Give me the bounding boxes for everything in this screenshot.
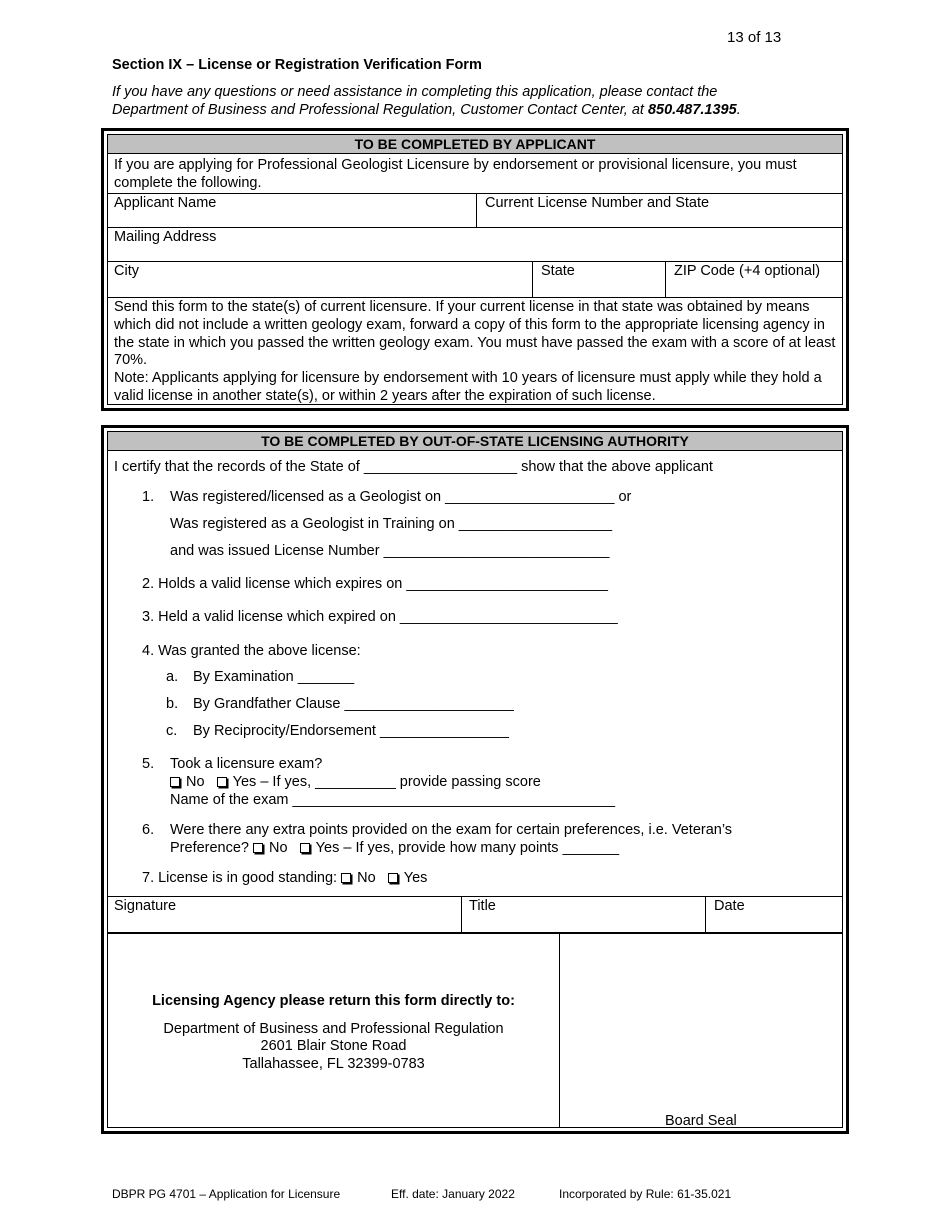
item4-granted: 4. Was granted the above license:: [142, 643, 361, 659]
checkbox-icon[interactable]: [253, 843, 263, 853]
mailing-address-field[interactable]: [108, 228, 842, 261]
footer-eff-date: Eff. date: January 2022: [391, 1187, 515, 1201]
signature-label: Signature: [114, 898, 177, 914]
applicant-table: [107, 134, 843, 405]
state-label: State: [541, 263, 575, 279]
item6-yes-label: Yes – If yes, provide how many points _______: [315, 840, 620, 856]
item1-number: 1.: [142, 489, 155, 505]
item6-number: 6.: [142, 822, 155, 838]
applicant-section: [101, 128, 849, 411]
title-label: Title: [469, 898, 496, 914]
applicant-intro: If you are applying for Professional Geologist Licensure by endorsement or provisional licensure, you must complete the following.: [114, 157, 797, 191]
item7-good-standing: [142, 870, 427, 886]
mailing-address-label: Mailing Address: [114, 229, 217, 245]
city-label: City: [114, 263, 139, 279]
item5-number: 5.: [142, 756, 155, 772]
checkbox-icon[interactable]: [217, 777, 227, 787]
item3-expired-license: 3. Held a valid license which expired on ___________________________: [142, 609, 618, 625]
footer-form-id: DBPR PG 4701 – Application for Licensure: [112, 1187, 341, 1201]
footer-rule: Incorporated by Rule: 61-35.021: [559, 1187, 732, 1201]
item5-exam-question: Took a licensure exam?: [170, 756, 323, 772]
item4a-examination: By Examination _______: [193, 669, 355, 685]
return-heading: Licensing Agency please return this form directly to:: [152, 993, 515, 1009]
item5-options: [170, 774, 541, 790]
applicant-note: Note: Applicants applying for licensure by endorsement with 10 years of licensure must apply while they hold a valid license in another state(s), or within 2 years after the expiration of such license.: [114, 370, 822, 404]
current-license-field[interactable]: [477, 194, 842, 227]
item4b-letter: b.: [166, 696, 179, 712]
item4a-letter: a.: [166, 669, 179, 685]
item4b-grandfather: By Grandfather Clause _____________________: [193, 696, 514, 712]
item6-options: [170, 840, 619, 856]
authority-table: [107, 431, 843, 1128]
item6-extra-points: Were there any extra points provided on the exam for certain preferences, i.e. Veteran’s: [170, 822, 733, 838]
authority-section: [101, 425, 849, 1134]
intro-line-2-text: Department of Business and Professional Regulation, Customer Contact Center, at: [112, 101, 648, 118]
intro-line-2: [112, 102, 832, 120]
board-seal-label: Board Seal: [665, 1113, 737, 1129]
item4c-letter: c.: [166, 723, 178, 739]
checkbox-icon[interactable]: [170, 777, 180, 787]
date-field[interactable]: [706, 897, 842, 932]
item7-yes-label: Yes: [403, 870, 428, 886]
intro-line-1: If you have any questions or need assistance in completing this application, please contact the: [112, 84, 718, 100]
date-label: Date: [714, 898, 745, 914]
return-address-line-1: Department of Business and Professional Regulation: [163, 1021, 504, 1037]
intro-line-2-suffix: .: [736, 101, 741, 118]
checkbox-icon[interactable]: [341, 873, 351, 883]
item6-preference-label: Preference?: [170, 840, 249, 856]
item1-git-line: Was registered as a Geologist in Training on ___________________: [170, 516, 613, 532]
section-title: Section IX – License or Registration Verification Form: [112, 57, 482, 73]
title-field[interactable]: [462, 897, 704, 932]
applicant-name-label: Applicant Name: [114, 195, 217, 211]
item4c-reciprocity: By Reciprocity/Endorsement ________________: [193, 723, 509, 739]
city-field[interactable]: [108, 262, 531, 297]
contact-phone: 850.487.1395: [647, 101, 737, 118]
item1-license-line: and was issued License Number ____________________________: [170, 543, 610, 559]
page-number: 13 of 13: [727, 29, 782, 46]
applicant-instructions: Send this form to the state(s) of current licensure. If your current license in that state was obtained by means which did not include a written geology exam, forward a copy of this form to the appropriate licensing agency in the state in which you passed the written geology exam. You must have passed the exam with a score of at least 70%.: [114, 299, 836, 369]
current-license-label: Current License Number and State: [485, 195, 710, 211]
item1-registered-line: Was registered/licensed as a Geologist on _____________________ or: [170, 489, 632, 505]
item2-valid-license: 2. Holds a valid license which expires on _________________________: [142, 576, 608, 592]
item5-exam-name: Name of the exam ________________________________________: [170, 792, 616, 808]
item6-no-label: No: [269, 840, 288, 856]
state-field[interactable]: [533, 262, 664, 297]
zip-label: ZIP Code (+4 optional): [674, 263, 821, 279]
certify-statement: I certify that the records of the State of ___________________ show that the above applicant: [114, 459, 713, 475]
return-address-line-2: 2601 Blair Stone Road: [260, 1038, 407, 1054]
zip-field[interactable]: [666, 262, 842, 297]
item7-label: 7. License is in good standing:: [142, 870, 338, 886]
return-address-line-3: Tallahassee, FL 32399-0783: [242, 1056, 425, 1072]
item5-no-label: No: [186, 774, 205, 790]
item7-no-label: No: [357, 870, 376, 886]
applicant-header: TO BE COMPLETED BY APPLICANT: [108, 135, 842, 154]
authority-header: TO BE COMPLETED BY OUT-OF-STATE LICENSING AUTHORITY: [108, 432, 842, 451]
checkbox-icon[interactable]: [388, 873, 398, 883]
item5-yes-label: Yes – If yes, __________ provide passing score: [232, 774, 541, 790]
checkbox-icon[interactable]: [300, 843, 310, 853]
intro-text: [112, 84, 832, 119]
applicant-name-field[interactable]: [108, 194, 475, 227]
signature-field[interactable]: [108, 897, 460, 932]
